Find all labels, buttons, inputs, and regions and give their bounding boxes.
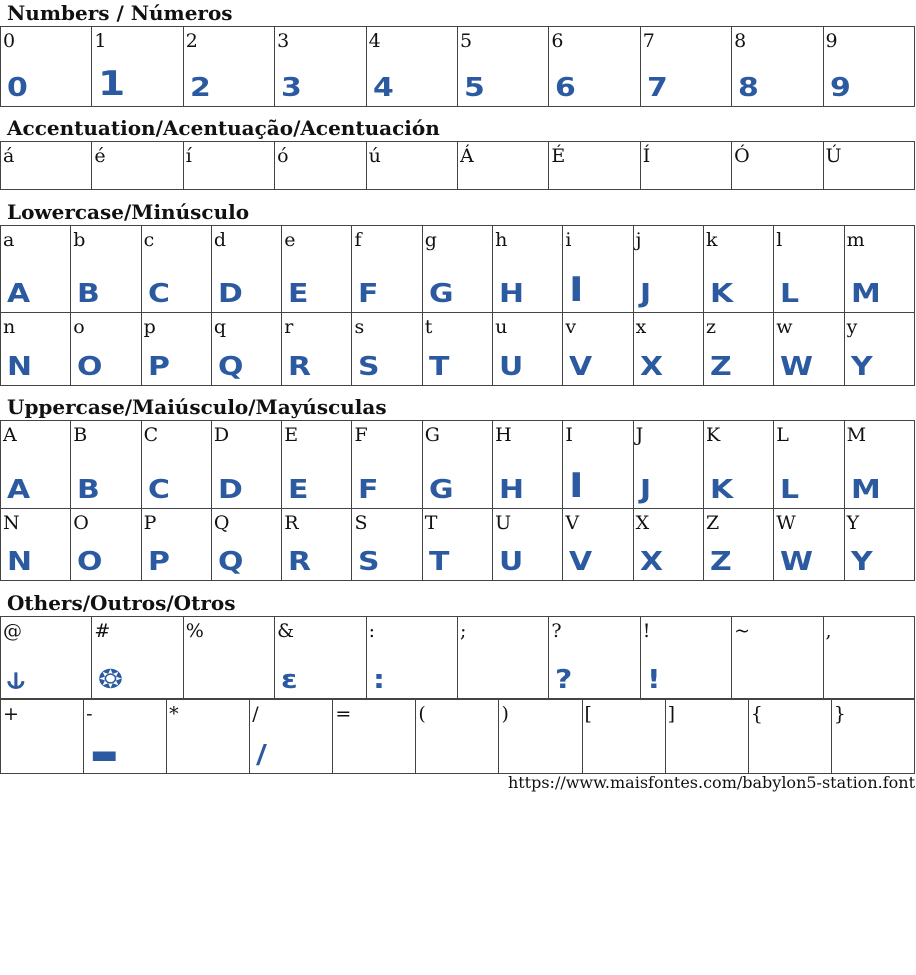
glyph-cell (275, 142, 366, 190)
glyph-cell (352, 313, 422, 386)
glyph-sample: N (7, 352, 31, 382)
char-label: 6 (551, 30, 564, 52)
char-label: ! (642, 620, 651, 642)
glyph-sample: F (358, 279, 378, 309)
char-label: e (284, 229, 296, 251)
glyph-cell (1, 617, 92, 699)
char-label: L (776, 424, 789, 446)
glyph-cell (422, 421, 492, 509)
glyph-sample: X (639, 352, 662, 382)
glyph-cell (282, 509, 352, 581)
glyph-sample: T (428, 352, 449, 382)
lowercase-table (0, 225, 915, 386)
glyph-sample: J (639, 475, 650, 505)
char-label: E (284, 424, 299, 446)
char-label: S (354, 512, 368, 534)
others-table-1 (0, 616, 915, 699)
char-label: 3 (277, 30, 290, 52)
glyph-cell (422, 226, 492, 313)
char-label: F (354, 424, 368, 446)
glyph-sample: U (499, 352, 523, 382)
glyph-sample: S (358, 352, 379, 382)
char-label: A (3, 424, 17, 446)
glyph-sample: L (780, 279, 799, 309)
glyph-cell (831, 700, 914, 774)
glyph-cell (563, 421, 633, 509)
glyph-sample: R (288, 547, 311, 577)
glyph-sample: G (428, 279, 453, 309)
char-label: É (551, 145, 566, 167)
glyph-sample: O (77, 547, 102, 577)
glyph-sample: D (217, 475, 242, 505)
char-label: J (635, 424, 644, 446)
char-label: 1 (94, 30, 107, 52)
char-label: ] (667, 703, 676, 725)
char-label: o (73, 316, 85, 338)
char-label: T (424, 512, 438, 534)
char-label: q (213, 316, 227, 338)
glyph-sample: K (709, 279, 732, 309)
char-label: H (495, 424, 512, 446)
glyph-sample: B (77, 279, 99, 309)
others-table-2 (0, 699, 915, 774)
title-lowercase: Lowercase/Minúsculo (7, 200, 250, 224)
char-label: M (846, 424, 867, 446)
glyph-sample: ⫝ (7, 665, 24, 695)
char-label: ~ (734, 620, 751, 642)
glyph-cell (774, 313, 844, 386)
glyph-sample: I (569, 270, 583, 310)
glyph-cell (665, 700, 748, 774)
char-label: / (252, 703, 259, 725)
glyph-cell (774, 509, 844, 581)
char-label: Q (213, 512, 230, 534)
char-label: V (565, 512, 580, 534)
glyph-sample: B (77, 475, 99, 505)
glyph-sample: 0 (7, 73, 27, 103)
glyph-sample: W (780, 352, 813, 382)
glyph-cell (633, 509, 703, 581)
glyph-sample: 9 (829, 73, 850, 103)
glyph-sample: C (147, 475, 169, 505)
char-label: i (565, 229, 572, 251)
char-label: 0 (3, 30, 16, 52)
glyph-cell (703, 421, 773, 509)
glyph-cell (92, 617, 183, 699)
glyph-cell (333, 700, 416, 774)
lowercase-row-1 (1, 226, 915, 313)
glyph-sample: 4 (372, 73, 393, 103)
char-label: r (284, 316, 294, 338)
char-label: K (705, 424, 721, 446)
char-label: N (3, 512, 20, 534)
glyph-cell (1, 421, 71, 509)
glyph-sample: A (7, 279, 29, 309)
char-label: x (635, 316, 647, 338)
glyph-cell (366, 142, 457, 190)
glyph-sample: T (428, 547, 449, 577)
glyph-cell (416, 700, 499, 774)
char-label: ; (459, 620, 467, 642)
char-label: } (833, 703, 846, 725)
glyph-cell (250, 700, 333, 774)
glyph-cell (422, 313, 492, 386)
accents-row (1, 142, 915, 190)
glyph-cell (493, 509, 563, 581)
char-label: O (73, 512, 89, 534)
glyph-cell (1, 313, 71, 386)
glyph-cell (823, 617, 914, 699)
char-label: 2 (185, 30, 198, 52)
glyph-sample: 2 (189, 73, 210, 103)
glyph-cell (141, 509, 211, 581)
char-label: U (495, 512, 512, 534)
char-label: { (750, 703, 763, 725)
glyph-sample: P (147, 352, 169, 382)
glyph-cell (774, 226, 844, 313)
char-label: é (94, 145, 106, 167)
glyph-cell (823, 142, 914, 190)
char-label: a (3, 229, 15, 251)
char-label: D (213, 424, 230, 446)
char-label: Y (846, 512, 860, 534)
char-label: 5 (459, 30, 473, 52)
glyph-cell (352, 421, 422, 509)
char-label: ú (368, 145, 381, 167)
char-label: ó (277, 145, 289, 167)
char-label: 7 (642, 30, 655, 52)
title-uppercase: Uppercase/Maiúsculo/Mayúsculas (7, 395, 387, 419)
glyph-sample: E (288, 475, 308, 505)
glyph-sample: L (780, 475, 799, 505)
accents-table (0, 141, 915, 190)
char-label: P (143, 512, 157, 534)
glyph-sample: P (147, 547, 169, 577)
char-label: y (846, 316, 858, 338)
uppercase-row-2 (1, 509, 915, 581)
glyph-cell (563, 226, 633, 313)
glyph-sample: W (780, 547, 813, 577)
glyph-cell (844, 226, 914, 313)
glyph-cell (366, 27, 457, 107)
glyph-cell (282, 313, 352, 386)
glyph-sample: Z (709, 547, 731, 577)
glyph-cell (563, 509, 633, 581)
glyph-sample: R (288, 352, 311, 382)
glyph-sample: Y (850, 352, 872, 382)
glyph-sample: Q (217, 352, 243, 382)
glyph-cell (183, 617, 274, 699)
char-label: ( (418, 703, 426, 725)
glyph-cell (582, 700, 665, 774)
glyph-cell (549, 27, 640, 107)
glyph-cell (640, 142, 731, 190)
lowercase-row-2 (1, 313, 915, 386)
glyph-sample: 7 (646, 73, 667, 103)
glyph-cell (71, 313, 141, 386)
title-numbers: Numbers / Números (7, 1, 233, 25)
glyph-cell (823, 27, 914, 107)
char-label: í (185, 145, 192, 167)
char-label: * (169, 703, 179, 725)
char-label: Í (642, 145, 651, 167)
glyph-sample: 3 (281, 73, 301, 103)
glyph-sample: 8 (738, 73, 758, 103)
glyph-sample: 6 (555, 73, 576, 103)
char-label: f (354, 229, 362, 251)
char-label: u (495, 316, 508, 338)
glyph-cell (633, 421, 703, 509)
glyph-cell (732, 617, 823, 699)
glyph-sample: G (428, 475, 453, 505)
glyph-sample: Z (709, 352, 731, 382)
source-link[interactable]: https://www.maisfontes.com/babylon5-station.font (507, 773, 915, 792)
glyph-sample: K (709, 475, 732, 505)
glyph-cell (563, 313, 633, 386)
glyph-cell (493, 226, 563, 313)
char-label: W (776, 512, 796, 534)
char-label: B (73, 424, 88, 446)
char-label: X (635, 512, 650, 534)
glyph-cell (183, 27, 274, 107)
char-label: b (73, 229, 86, 251)
glyph-cell (549, 617, 640, 699)
glyph-sample: ɛ (281, 665, 297, 695)
glyph-cell (748, 700, 831, 774)
glyph-cell (499, 700, 582, 774)
glyph-cell (211, 421, 281, 509)
char-label: , (825, 620, 832, 642)
glyph-cell (71, 421, 141, 509)
char-label: 9 (825, 30, 838, 52)
glyph-cell (1, 226, 71, 313)
glyph-cell (774, 421, 844, 509)
char-label: G (424, 424, 440, 446)
char-label: : (368, 620, 375, 642)
glyph-cell (183, 142, 274, 190)
title-others: Others/Outros/Otros (7, 591, 236, 615)
glyph-sample: 5 (463, 73, 484, 103)
char-label: s (354, 316, 365, 338)
glyph-sample: J (639, 279, 650, 309)
char-label: d (213, 229, 227, 251)
glyph-cell (141, 226, 211, 313)
char-label: v (565, 316, 577, 338)
glyph-cell (703, 509, 773, 581)
char-label: Ú (825, 145, 842, 167)
glyph-sample: ! (646, 665, 660, 695)
char-label: c (143, 229, 155, 251)
char-label: p (143, 316, 156, 338)
numbers-table (0, 26, 915, 107)
glyph-cell (366, 617, 457, 699)
glyph-sample: O (77, 352, 102, 382)
glyph-sample: X (639, 547, 662, 577)
char-label: % (185, 620, 204, 642)
glyph-cell (732, 142, 823, 190)
glyph-cell (493, 421, 563, 509)
char-label: h (495, 229, 508, 251)
glyph-sample: : (372, 665, 384, 695)
char-label: á (3, 145, 15, 167)
glyph-sample: N (7, 547, 31, 577)
char-label: k (705, 229, 718, 251)
char-label: w (776, 316, 793, 338)
glyph-cell (703, 313, 773, 386)
char-label: z (705, 316, 716, 338)
glyph-sample: ? (555, 665, 572, 695)
char-label: - (86, 703, 93, 725)
char-label: = (335, 703, 352, 725)
glyph-cell (549, 142, 640, 190)
glyph-sample: Y (850, 547, 872, 577)
char-label: l (776, 229, 783, 251)
title-accents: Accentuation/Acentuação/Acentuación (7, 116, 440, 140)
char-label: # (94, 620, 111, 642)
glyph-cell (457, 617, 548, 699)
glyph-cell (633, 226, 703, 313)
glyph-cell (844, 313, 914, 386)
glyph-cell (640, 617, 731, 699)
glyph-cell (844, 509, 914, 581)
glyph-cell (422, 509, 492, 581)
glyph-sample: H (499, 475, 523, 505)
char-label: [ (584, 703, 592, 725)
glyph-sample: ❂ (98, 665, 123, 695)
glyph-sample: F (358, 475, 378, 505)
char-label: I (565, 424, 573, 446)
glyph-cell (1, 27, 92, 107)
glyph-cell (92, 27, 183, 107)
char-label: ? (551, 620, 562, 642)
glyph-cell (1, 142, 92, 190)
glyph-cell (275, 27, 366, 107)
glyph-cell (457, 142, 548, 190)
glyph-sample: V (569, 547, 592, 577)
char-label: ) (501, 703, 509, 725)
char-label: + (3, 703, 19, 725)
glyph-cell (167, 700, 250, 774)
glyph-cell (1, 700, 84, 774)
glyph-cell (844, 421, 914, 509)
glyph-cell (493, 313, 563, 386)
char-label: n (3, 316, 16, 338)
glyph-sample: 1 (98, 64, 125, 104)
glyph-cell (1, 509, 71, 581)
glyph-sample: E (288, 279, 308, 309)
char-label: Ó (734, 145, 750, 167)
char-label: 8 (734, 30, 747, 52)
glyph-cell (275, 617, 366, 699)
char-label: Á (459, 145, 474, 167)
glyph-sample: D (217, 279, 242, 309)
others-row-2 (1, 700, 915, 774)
glyph-cell (282, 226, 352, 313)
glyph-sample: S (358, 547, 379, 577)
glyph-sample: V (569, 352, 592, 382)
char-label: R (284, 512, 299, 534)
glyph-sample: ▬ (90, 740, 118, 770)
glyph-cell (141, 421, 211, 509)
glyph-cell (84, 700, 167, 774)
uppercase-row-1 (1, 421, 915, 509)
glyph-cell (71, 509, 141, 581)
char-label: & (277, 620, 295, 642)
others-row-1 (1, 617, 915, 699)
char-label: m (846, 229, 865, 251)
glyph-cell (71, 226, 141, 313)
glyph-sample: Q (217, 547, 243, 577)
glyph-cell (211, 226, 281, 313)
uppercase-table (0, 420, 915, 581)
glyph-cell (457, 27, 548, 107)
glyph-cell (640, 27, 731, 107)
glyph-cell (141, 313, 211, 386)
glyph-cell (352, 509, 422, 581)
numbers-row (1, 27, 915, 107)
glyph-sample: I (569, 466, 583, 506)
glyph-sample: M (850, 475, 880, 505)
glyph-cell (92, 142, 183, 190)
glyph-cell (633, 313, 703, 386)
glyph-cell (732, 27, 823, 107)
glyph-cell (282, 421, 352, 509)
char-label: j (635, 229, 642, 251)
char-label: @ (3, 620, 22, 642)
glyph-sample: C (147, 279, 169, 309)
char-label: t (424, 316, 433, 338)
glyph-cell (211, 509, 281, 581)
glyph-cell (211, 313, 281, 386)
glyph-sample: A (7, 475, 29, 505)
char-label: g (424, 229, 437, 251)
glyph-sample: H (499, 279, 523, 309)
glyph-cell (703, 226, 773, 313)
char-label: 4 (368, 30, 381, 52)
char-label: Z (705, 512, 720, 534)
glyph-sample: U (499, 547, 523, 577)
glyph-cell (352, 226, 422, 313)
glyph-sample: / (256, 740, 267, 770)
char-label: C (143, 424, 159, 446)
glyph-sample: M (850, 279, 880, 309)
